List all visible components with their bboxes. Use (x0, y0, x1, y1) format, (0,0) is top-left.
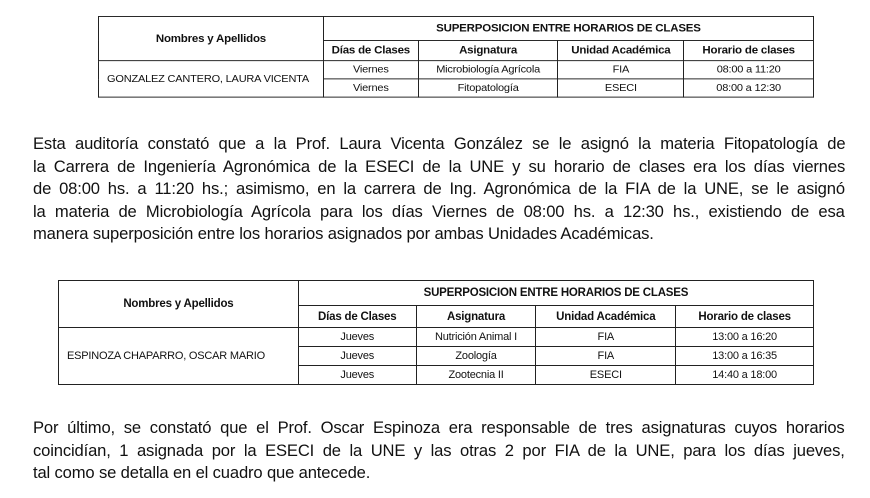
col-header-unit: Unidad Académica (536, 306, 676, 328)
cell-unit: FIA (558, 61, 684, 79)
paragraph-line: la Carrera de Ingeniería Agronómica de la ESECI de la UNE y su horario de clases era los días viernes (33, 156, 846, 176)
name-header: Nombres y Apellidos (59, 281, 299, 328)
paragraph-line: la materia de Microbiología Agrícola para los días Viernes de 08:00 hs. a 12:30 hs., existiendo de esa (33, 201, 845, 221)
cell-day: Jueves (298, 366, 416, 385)
col-header-subject: Asignatura (418, 40, 558, 60)
cell-day: Jueves (298, 328, 416, 347)
audit-paragraph-espinoza (33, 417, 845, 485)
cell-day: Viernes (323, 61, 418, 79)
table-row (59, 328, 814, 347)
overlap-group-header: SUPERPOSICION ENTRE HORARIOS DE CLASES (298, 281, 813, 306)
paragraph-line: manera superposición entre los horarios asignados por ambas Unidades Académicas. (33, 224, 654, 243)
table-row (99, 61, 814, 79)
cell-subject: Microbiología Agrícola (418, 61, 558, 79)
col-header-schedule: Horario de clases (676, 306, 814, 328)
cell-unit: ESECI (558, 79, 684, 97)
cell-subject: Zoología (416, 347, 536, 366)
col-header-schedule: Horario de clases (684, 40, 814, 60)
name-header: Nombres y Apellidos (99, 16, 324, 60)
paragraph-line: coincidían, 1 asignada por la ESECI de la UNE y las otras 2 por FIA de la UNE, para los días jueves, (33, 440, 845, 460)
paragraph-line: de 08:00 hs. a 11:20 hs.; asimismo, en la carrera de Ing. Agronómica de la FIA de la UNE, se le asignó (33, 179, 845, 198)
col-header-days: Días de Clases (298, 306, 416, 328)
cell-day: Jueves (298, 347, 416, 366)
cell-schedule: 13:00 a 16:35 (676, 347, 814, 366)
paragraph-line: tal como se detalla en el cuadro que antecede. (33, 463, 371, 482)
person-name: GONZALEZ CANTERO, LAURA VICENTA (99, 61, 324, 97)
cell-schedule: 13:00 a 16:20 (676, 328, 814, 347)
col-header-days: Días de Clases (323, 40, 418, 60)
audit-paragraph-gonzalez (33, 133, 845, 246)
cell-unit: FIA (536, 347, 676, 366)
col-header-unit: Unidad Académica (558, 40, 684, 60)
schedule-overlap-table-gonzalez (98, 16, 814, 98)
col-header-subject: Asignatura (416, 306, 536, 328)
cell-day: Viernes (323, 79, 418, 97)
paragraph-line: Por último, se constató que el Prof. Oscar Espinoza era responsable de tres asignaturas cuyos horarios (33, 418, 845, 437)
cell-subject: Zootecnia II (416, 366, 536, 385)
schedule-overlap-table-espinoza (58, 280, 814, 385)
cell-unit: ESECI (536, 366, 676, 385)
overlap-group-header: SUPERPOSICION ENTRE HORARIOS DE CLASES (323, 16, 813, 40)
cell-schedule: 14:40 a 18:00 (676, 366, 814, 385)
person-name: ESPINOZA CHAPARRO, OSCAR MARIO (59, 328, 299, 385)
paragraph-line: Esta auditoría constató que a la Prof. Laura Vicenta González se le asignó la materia Fitopatología de (33, 134, 846, 153)
cell-schedule: 08:00 a 12:30 (684, 79, 814, 97)
cell-subject: Fitopatología (418, 79, 558, 97)
cell-unit: FIA (536, 328, 676, 347)
cell-subject: Nutrición Animal I (416, 328, 536, 347)
cell-schedule: 08:00 a 11:20 (684, 61, 814, 79)
